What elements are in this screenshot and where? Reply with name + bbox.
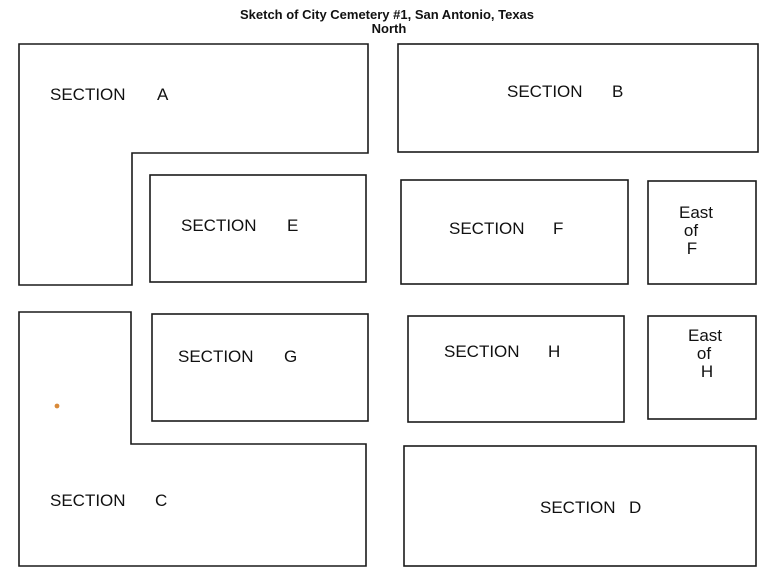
section-e-letter: E	[287, 216, 299, 235]
section-h-name: SECTION	[444, 342, 520, 361]
section-a-outline	[19, 44, 368, 285]
section-c-name: SECTION	[50, 491, 126, 510]
section-g-name: SECTION	[178, 347, 254, 366]
section-g-outline	[152, 314, 368, 421]
section-h-letter: H	[548, 342, 561, 361]
east-of-h-line1: East	[687, 326, 723, 345]
east-of-f-line1: East	[678, 203, 714, 222]
east-of-f-line3: F	[686, 239, 698, 258]
east-of-f-line2: of	[683, 221, 699, 240]
sketch-title: Sketch of City Cemetery #1, San Antonio, Texas	[239, 7, 535, 22]
east-of-h-line3: H	[700, 362, 714, 381]
section-b-name: SECTION	[507, 82, 583, 101]
stain-mark	[55, 404, 60, 409]
section-d-name: SECTION	[540, 498, 616, 517]
north-label: North	[371, 21, 407, 36]
section-c-letter: C	[155, 491, 168, 510]
section-f-name: SECTION	[449, 219, 525, 238]
east-of-f-outline	[648, 181, 756, 284]
section-d-letter: D	[629, 498, 642, 517]
section-e-name: SECTION	[181, 216, 257, 235]
section-b-letter: B	[612, 82, 624, 101]
section-h-outline	[408, 316, 624, 422]
section-g-letter: G	[284, 347, 298, 366]
section-a-name: SECTION	[50, 85, 126, 104]
section-a-letter: A	[157, 85, 169, 104]
east-of-h-line2: of	[696, 344, 712, 363]
section-f-letter: F	[553, 219, 564, 238]
